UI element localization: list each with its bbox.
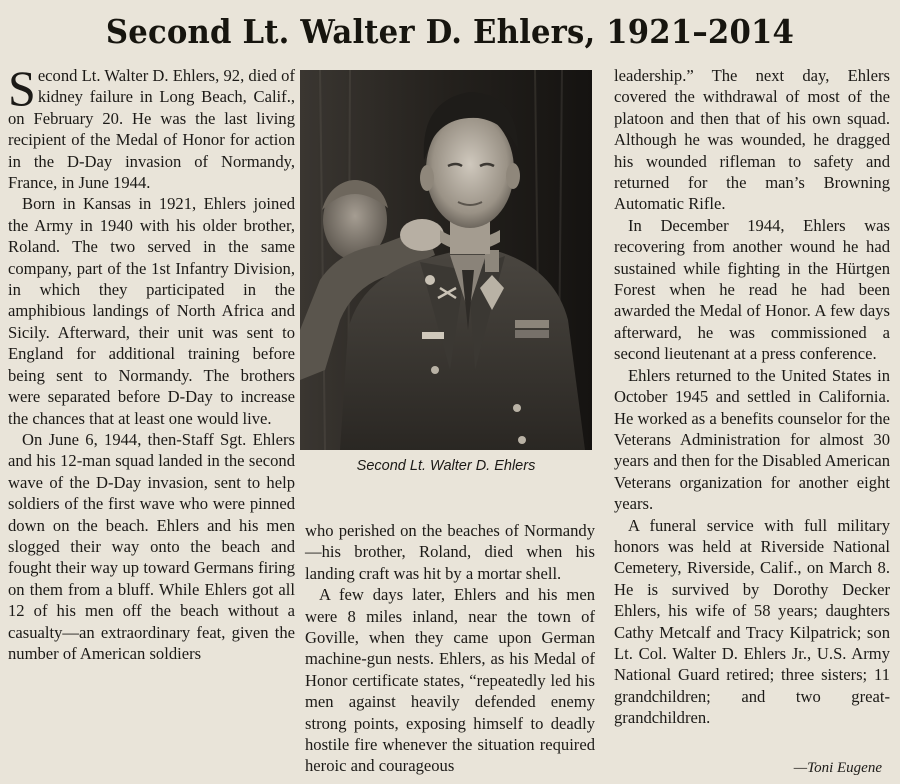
drop-cap: S <box>8 60 36 116</box>
author-credit: —Toni Eugene <box>793 760 882 776</box>
photo-caption: Second Lt. Walter D. Ehlers <box>356 458 536 474</box>
portrait-photo <box>300 70 592 450</box>
paragraph-1-text: econd Lt. Walter D. Ehlers, 92, died of kidney failure in Long Beach, Calif., on February 20. He was the last living recipient of the Medal of Honor for action in the D-Day invasion of Normandy, France, in June 1944. <box>8 66 295 193</box>
column-2 <box>305 520 595 777</box>
paragraph-1 <box>8 60 295 193</box>
paragraph-6: Ehlers returned to the United States in October 1945 and settled in California. He worked as a benefits counselor for the Veterans Administration for almost 30 years and then for the Disabled American Veterans organization for another eight years. <box>614 365 891 514</box>
column-1 <box>8 60 295 664</box>
paragraph-4-continued: leadership.” The next day, Ehlers covered the withdrawal of most of the platoon and then that of his own squad. Although he was wounded, he dragged his wounded rifleman to safety and returned for the man’s Browning Automatic Rifle. <box>614 66 890 214</box>
column-3 <box>614 65 890 729</box>
paragraph-7: A funeral service with full military honors was held at Riverside National Cemetery, Riverside, Calif., on March 8. He is survived by Dorothy Decker Ehlers, his wife of 58 years; daughters Cathy Metcalf and Tracy Kilpatrick; son Lt. Col. Walter D. Ehlers Jr., U.S. Army National Guard retired; three sisters; 11 grandchildren; and two great-grandchildren. <box>614 515 890 728</box>
paragraph-2: Born in Kansas in 1921, Ehlers joined the Army in 1940 with his older brother, Roland. The two served in the same company, part of the 1st Infantry Division, in which they participated in the amphibious landings of North Africa and Sicily. Afterward, their unit was sent to England for additional training before being sent to Normandy. The brothers were separated before D-Day to increase the chances that at least one would live. <box>8 194 295 428</box>
headline: Second Lt. Walter D. Ehlers, 1921–2014 <box>105 12 795 51</box>
paragraph-3-start: On June 6, 1944, then-Staff Sgt. Ehlers and his 12-man squad landed in the second wave of the D-Day invasion, sent to help soldiers of the first wave who were pinned down on the beach. Ehlers and his men slogged their way onto the beach and fought their way up toward Germans firing on them from a bluff. While Ehlers got all 12 of his men off the beach without a casualty—an extraordinary feat, given the number of American soldiers <box>8 429 295 663</box>
paragraph-4-start: A few days later, Ehlers and his men were 8 miles inland, near the town of Goville, when they came upon German machine-gun nests. Ehlers, as his Medal of Honor certificate states, “repeatedly led his men against heavily defended enemy strong points, exposing himself to deadly hostile fire whenever the situation required heroic and courageous <box>305 585 595 776</box>
paragraph-5: In December 1944, Ehlers was recovering from another wound he had sustained while fighting in the Hürtgen Forest when he read he had been awarded the Medal of Honor. A few days afterward, he was commissioned a second lieutenant at a press conference. <box>614 215 890 364</box>
paragraph-3-continued: who perished on the beaches of Normandy—his brother, Roland, died when his landing craft was hit by a mortar shell. <box>305 521 595 583</box>
soldier-portrait-image <box>300 70 592 450</box>
